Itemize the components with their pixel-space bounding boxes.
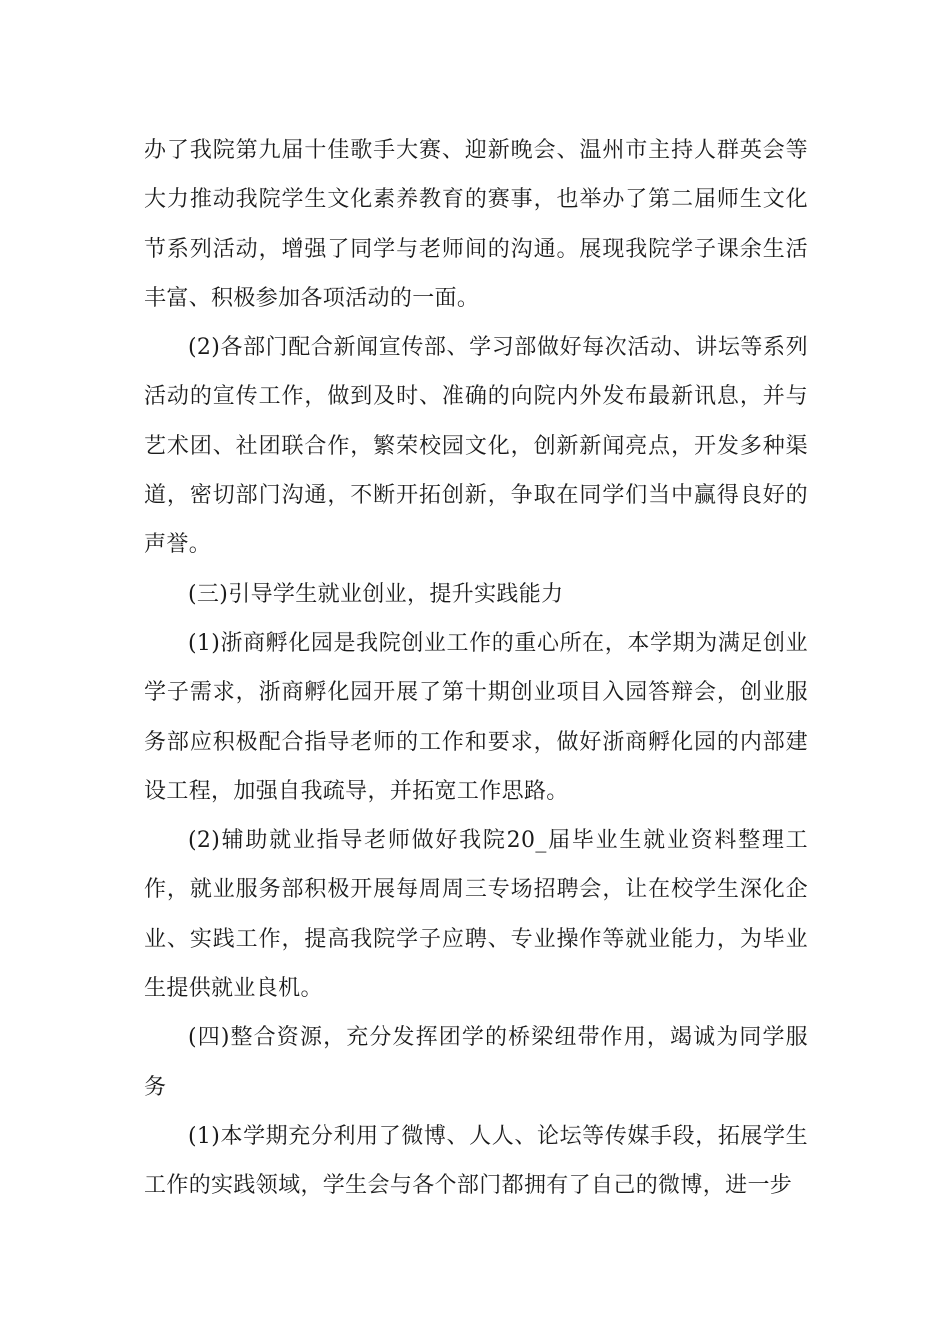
paragraph-continued: 办了我院第九届十佳歌手大赛、迎新晚会、温州市主持人群英会等大力推动我院学生文化素养教育的赛事，也举办了第二届师生文化节系列活动，增强了同学与老师间的沟通。展现我院学子课余生活丰富、积极参加各项活动的一面。 [144, 138, 808, 311]
paragraph-publicity-work: (2)各部门配合新闻宣传部、学习部做好每次活动、讲坛等系列活动的宣传工作，做到及时、准确的向院内外发布最新讯息，并与艺术团、社团联合作，繁荣校园文化，创新新闻亮点，开发多种渠道，密切部门沟通，不断开拓创新，争取在同学们当中赢得良好的声誉。 [144, 335, 808, 558]
paragraph-media: (1)本学期充分利用了微博、人人、论坛等传媒手段，拓展学生工作的实践领域，学生会与各个部门都拥有了自己的微博，进一步 [144, 1123, 808, 1199]
paragraph-graduate-employment: (2)辅助就业指导老师做好我院20_届毕业生就业资料整理工作，就业服务部积极开展每周周三专场招聘会，让在校学生深化企业、实践工作，提高我院学子应聘、专业操作等就业能力，为毕业生提供就业良机。 [144, 828, 808, 1002]
section-heading-employment: (三)引导学生就业创业，提升实践能力 [188, 581, 564, 607]
document-body [144, 126, 808, 1211]
section-heading-resources: (四)整合资源，充分发挥团学的桥梁纽带作用，竭诚为同学服务 [144, 1025, 808, 1100]
paragraph-incubator: (1)浙商孵化园是我院创业工作的重心所在，本学期为满足创业学子需求，浙商孵化园开展了第十期创业项目入园答辩会，创业服务部应积极配合指导老师的工作和要求，做好浙商孵化园的内部建设工程，加强自我疏导，并拓宽工作思路。 [144, 630, 808, 804]
